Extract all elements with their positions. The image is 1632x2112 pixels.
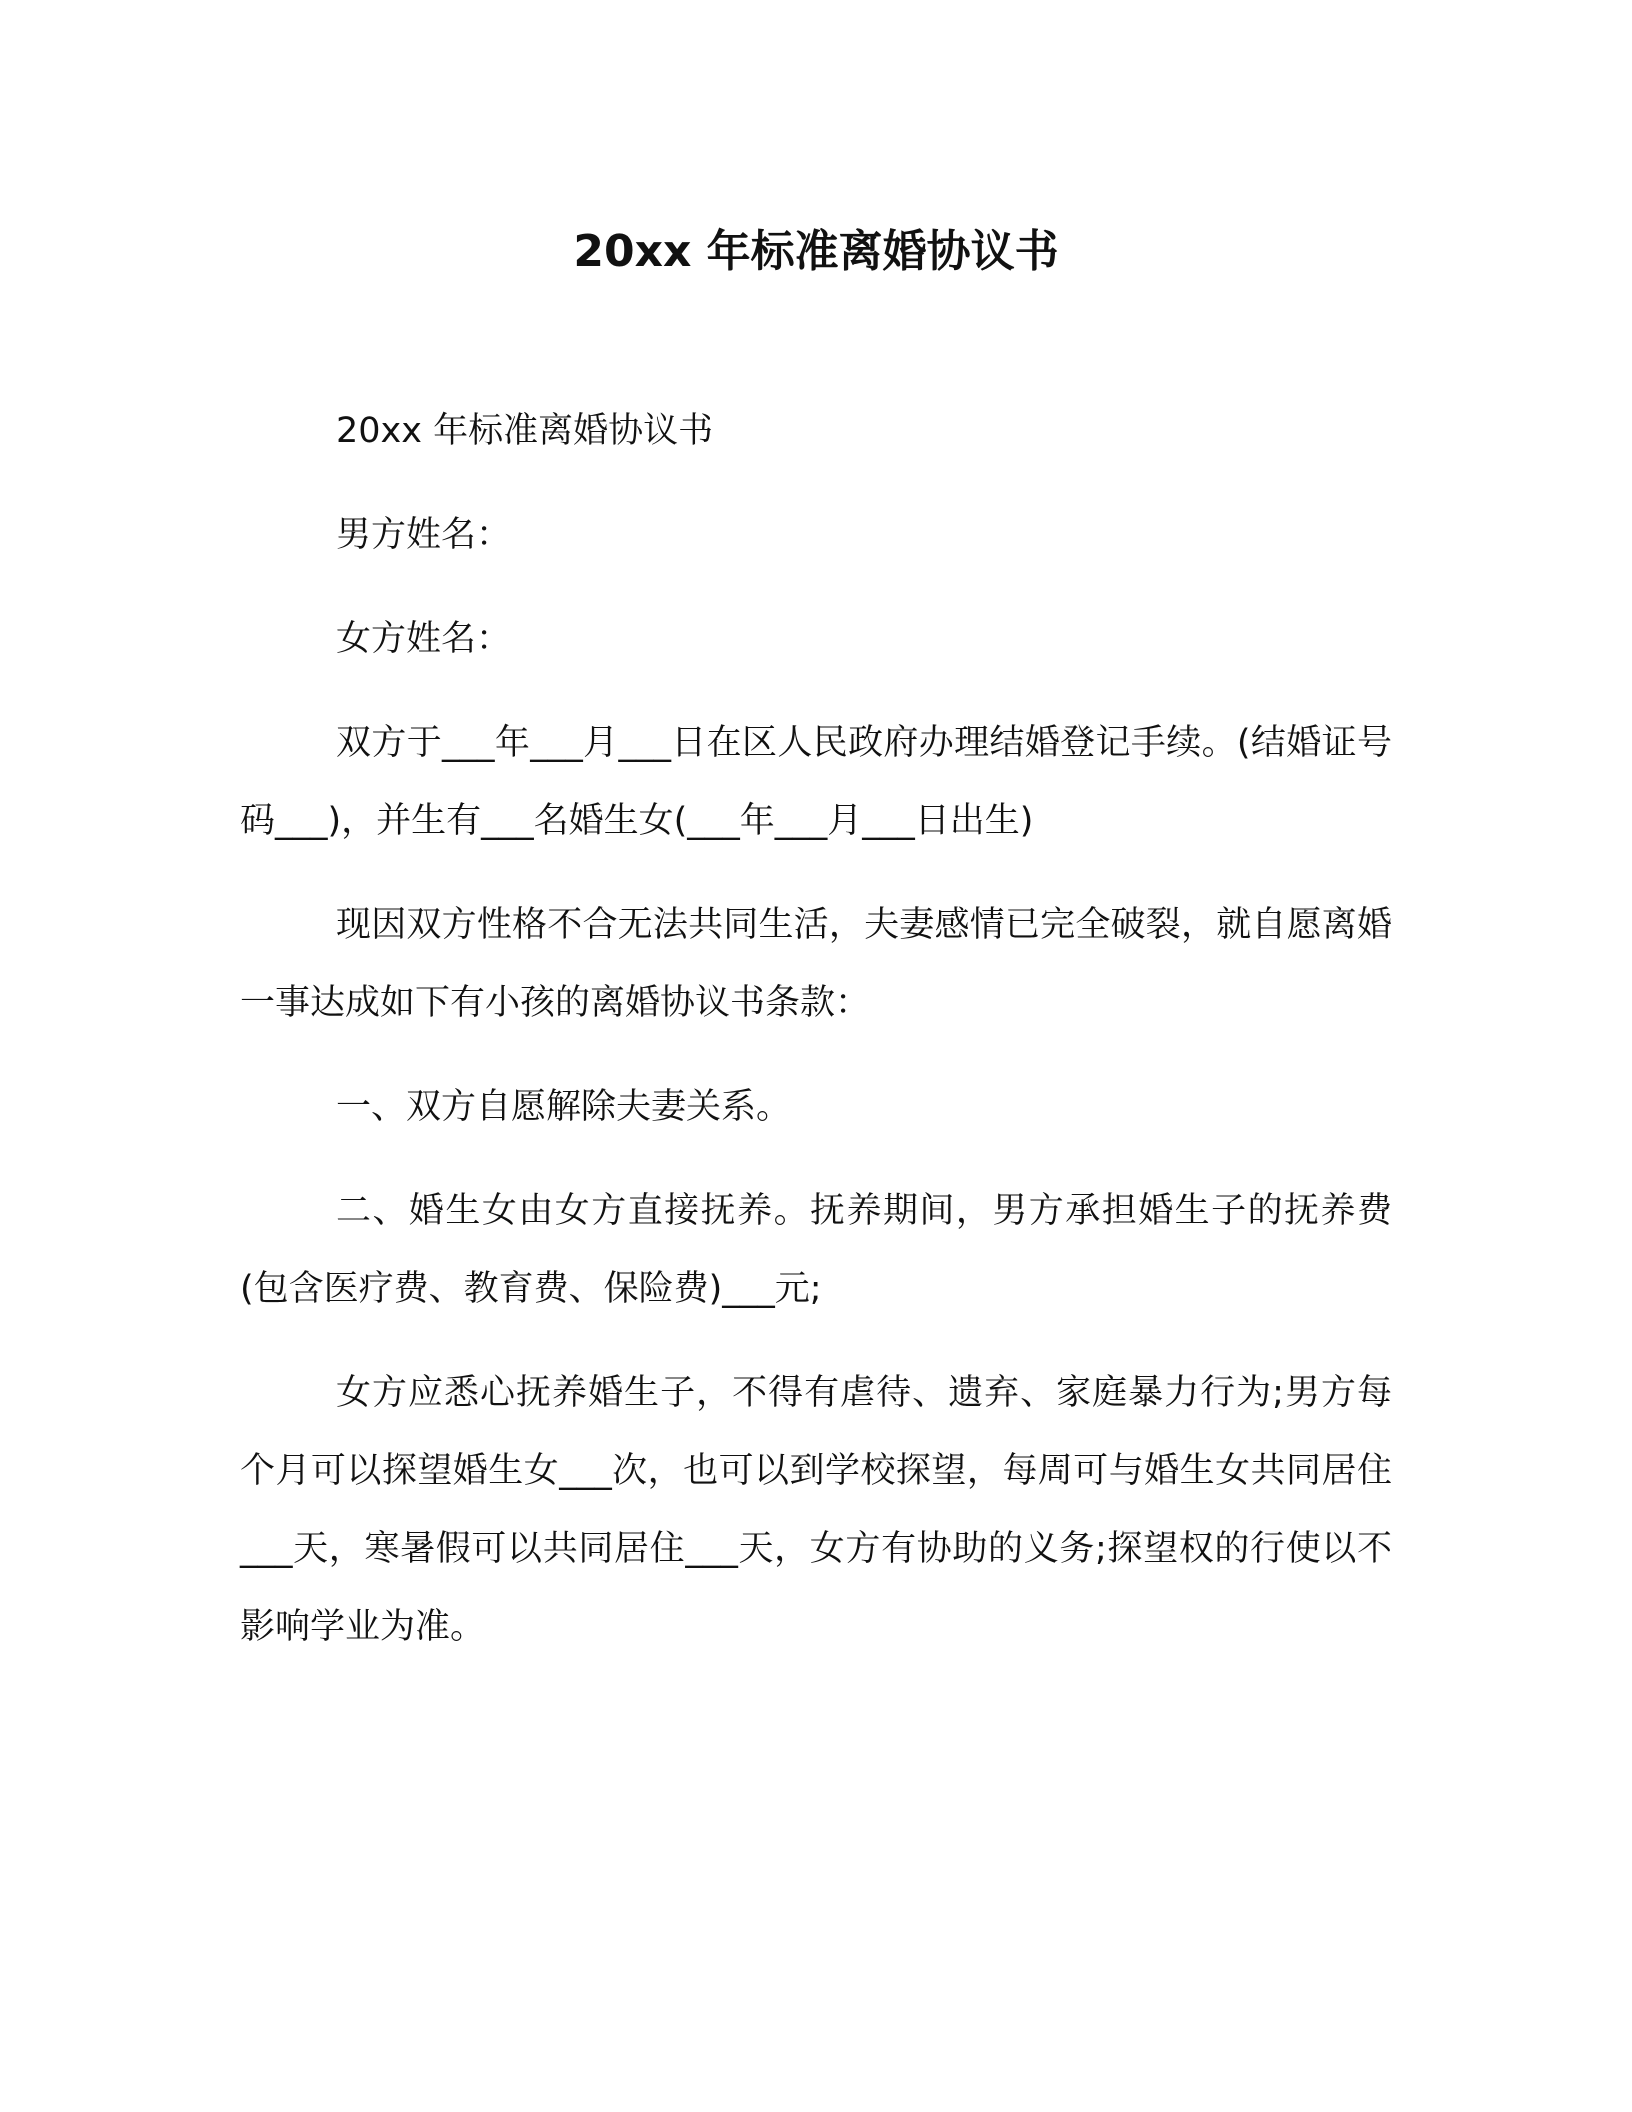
paragraph-visitation: 女方应悉心抚养婚生子，不得有虐待、遗弃、家庭暴力行为;男方每个月可以探望婚生女___次，也可以到学校探望，每周可与婚生女共同居住___天，寒暑假可以共同居住___天，女方有协助的义务;探望权的行使以不影响学业为准。 — [240, 1373, 1392, 1647]
paragraph-clause-1: 一、双方自愿解除夫妻关系。 — [336, 1087, 792, 1127]
paragraph-subtitle: 20xx 年标准离婚协议书 — [336, 411, 714, 451]
paragraph-clause-2: 二、婚生女由女方直接抚养。抚养期间，男方承担婚生子的抚养费(包含医疗费、教育费、保险费)___元; — [240, 1191, 1392, 1309]
document-body — [240, 392, 1392, 1692]
paragraph-male-name: 男方姓名： — [336, 515, 512, 555]
document-title: 20xx 年标准离婚协议书 — [573, 226, 1059, 277]
paragraph-female-name: 女方姓名： — [336, 619, 512, 659]
paragraph-reason: 现因双方性格不合无法共同生活，夫妻感情已完全破裂，就自愿离婚一事达成如下有小孩的离婚协议书条款： — [240, 905, 1392, 1023]
paragraph-marriage-registration: 双方于___年___月___日在区人民政府办理结婚登记手续。(结婚证号码___)，并生有___名婚生女(___年___月___日出生) — [240, 723, 1392, 841]
